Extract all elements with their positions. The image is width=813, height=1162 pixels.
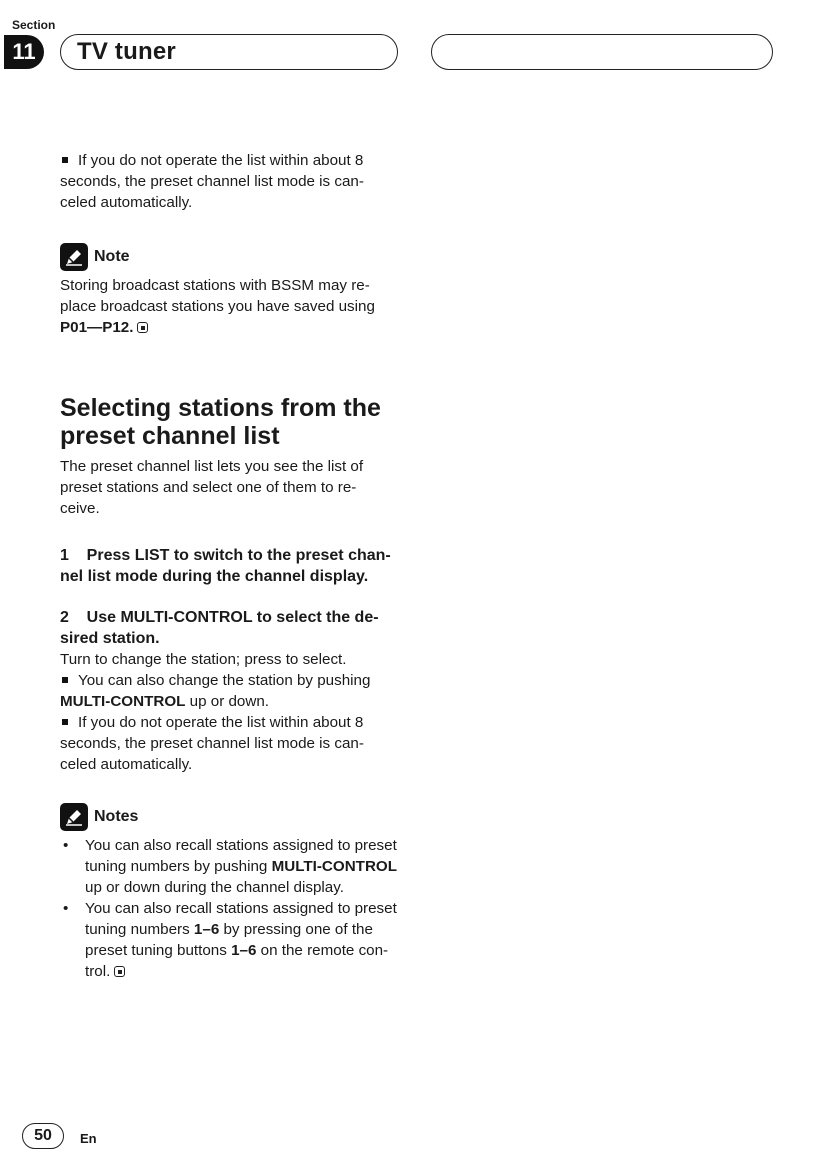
step-2-bullet2-line3: celed automatically. — [60, 756, 193, 773]
notes-item2-line2c: by pressing one of the — [219, 921, 373, 938]
notes-item1-line3: up or down during the channel display. — [85, 879, 344, 896]
step-2-turn-text: Turn to change the station; press to select. — [60, 651, 347, 668]
section-heading-line1: Selecting stations from the — [60, 394, 381, 422]
end-mark-icon — [114, 966, 125, 977]
step-2-line2: sired station. — [60, 630, 160, 647]
pencil-note-icon — [60, 803, 88, 831]
preset-range-label: 1–6 — [193, 921, 220, 938]
note-line1: Storing broadcast stations with BSSM may re- — [60, 277, 370, 294]
notes-title: Notes — [94, 808, 139, 825]
note-header — [60, 243, 405, 271]
section-label: Section — [12, 18, 56, 32]
step-2-bullet2-line2: seconds, the preset channel list mode is can- — [60, 735, 364, 752]
section-heading-line2: preset channel list — [60, 422, 280, 450]
preset-range-label: 1–6 — [231, 942, 257, 959]
step-1 — [60, 545, 405, 587]
square-bullet-icon — [62, 677, 68, 683]
step-1-line2: nel list mode during the channel display. — [60, 568, 369, 585]
step-2 — [60, 607, 405, 649]
intro-bullet-line2: seconds, the preset channel list mode is can- — [60, 173, 364, 190]
notes-item2-line3a: preset tuning buttons — [85, 942, 232, 959]
section-desc-line1: The preset channel list lets you see the list of — [60, 458, 364, 475]
notes-list — [60, 835, 405, 982]
page-title-frame — [60, 34, 398, 70]
step-1-line1: 1 Press LIST to switch to the preset chan- — [60, 547, 391, 564]
section-desc-line2: preset stations and select one of them to re- — [60, 479, 357, 496]
page-number: 50 — [22, 1123, 64, 1149]
section-desc-line3: ceive. — [60, 500, 100, 517]
list-item — [60, 835, 405, 898]
pencil-note-icon — [60, 243, 88, 271]
step-2-body — [60, 649, 405, 775]
intro-bullet-line1: If you do not operate the list within about 8 — [78, 152, 364, 169]
notes-item1-line2a: tuning numbers by pushing — [85, 858, 272, 875]
square-bullet-icon — [62, 157, 68, 163]
note-bold-range: P01—P12. — [60, 319, 134, 336]
note-body — [60, 275, 405, 338]
section-heading — [60, 394, 405, 450]
step-2-bullet1-line1: You can also change the station by pushing — [78, 672, 371, 689]
notes-item2-line2a: tuning numbers — [85, 921, 194, 938]
step-2-bullet2-line1: If you do not operate the list within about 8 — [78, 714, 364, 731]
multi-control-label: MULTI-CONTROL — [271, 858, 398, 875]
intro-bullet — [60, 150, 405, 213]
intro-bullet-line3: celed automatically. — [60, 194, 193, 211]
page-title: TV tuner — [77, 38, 176, 65]
page-content — [60, 150, 405, 982]
section-description — [60, 456, 405, 519]
step-2-bullet1-tail: up or down. — [185, 693, 270, 710]
multi-control-label: MULTI-CONTROL — [60, 693, 186, 710]
notes-item2-line4: trol. — [85, 963, 111, 980]
notes-item1-line1: • You can also recall stations assigned to preset — [85, 837, 397, 854]
step-2-line1: 2 Use MULTI-CONTROL to select the de- — [60, 609, 379, 626]
end-mark-icon — [137, 322, 148, 333]
section-number-badge: 11 — [4, 35, 44, 69]
notes-header — [60, 803, 405, 831]
note-line2: place broadcast stations you have saved using — [60, 298, 375, 315]
square-bullet-icon — [62, 719, 68, 725]
notes-item2-line3c: on the remote con- — [256, 942, 389, 959]
language-code: En — [80, 1131, 97, 1146]
list-item — [60, 898, 405, 982]
empty-header-frame — [431, 34, 773, 70]
note-title: Note — [94, 248, 130, 265]
notes-item2-line1: • You can also recall stations assigned to preset — [85, 900, 397, 917]
